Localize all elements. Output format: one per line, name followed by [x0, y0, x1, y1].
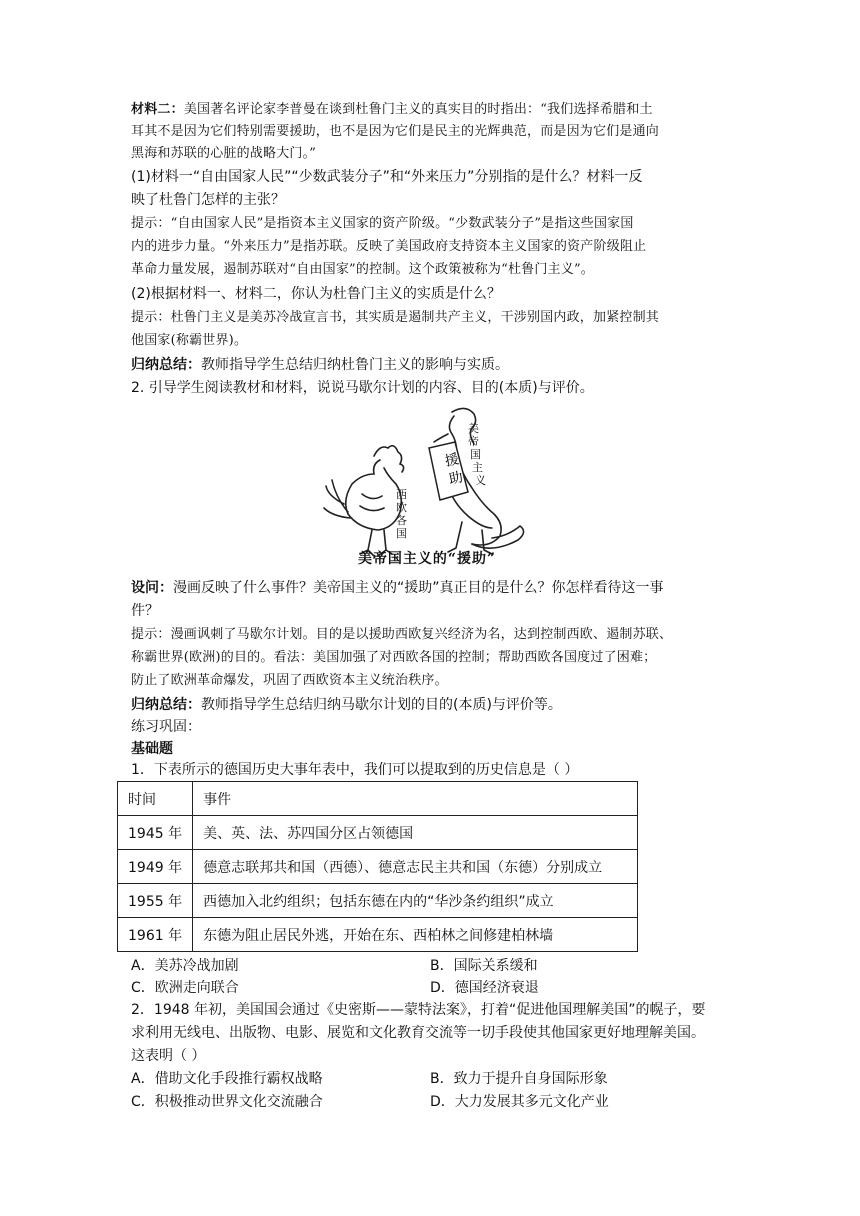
table-header-event: 事件	[193, 782, 638, 816]
rooster-label	[396, 488, 407, 540]
svg-text:美: 美	[468, 422, 479, 435]
table-row	[118, 850, 638, 884]
step2-text: 2. 引导学生阅读教材和材料，说说马歇尔计划的内容、目的(本质)与评价。	[131, 380, 594, 396]
table-row	[118, 884, 638, 918]
table-cell-event: 东德为阻止居民外逃，开始在东、西柏林之间修建柏林墙	[193, 918, 638, 952]
table-row	[118, 816, 638, 850]
summary2	[131, 695, 731, 715]
exercise2-option-a: A．借助文化手段推行霸权战略	[131, 1071, 323, 1087]
summary2-text: 教师指导学生总结归纳马歇尔计划的目的(本质)与评价等。	[201, 697, 562, 713]
weasel-label	[468, 422, 486, 487]
question-line-1	[131, 578, 731, 598]
rooster-drawing	[324, 446, 404, 556]
material2-line-3: 黑海和苏联的心脏的战略大门。”	[131, 146, 317, 161]
exercise1-option-d: D．德国经济衰退	[430, 980, 539, 996]
svg-text:西: 西	[396, 488, 407, 501]
aid-sign-char-2: 助	[447, 469, 465, 488]
exercise2-option-c: C．积极推动世界文化交流融合	[131, 1094, 323, 1110]
cartoon-caption: 美帝国主义的“援助”	[357, 551, 497, 567]
table-cell-event: 德意志联邦共和国（西德）、德意志民主共和国（东德）分别成立	[193, 850, 638, 884]
exercise1-option-a: A．美苏冷战加剧	[131, 958, 239, 974]
table-row	[118, 918, 638, 952]
question1-line-2: 映了杜鲁门怎样的主张？	[131, 192, 285, 208]
svg-text:各: 各	[396, 514, 407, 527]
question-text-1: 漫画反映了什么事件？美帝国主义的“援助”真正目的是什么？你怎样看待这一事	[173, 580, 664, 596]
question1-hint-3: 革命力量发展，遏制苏联对“自由国家”的控制。这个政策被称为“杜鲁门主义”。	[131, 262, 594, 277]
svg-text:国: 国	[396, 527, 407, 540]
table-cell-year: 1945 年	[118, 816, 193, 850]
question2-hint-1: 提示：杜鲁门主义是美苏冷战宣言书，其实质是遏制共产主义，干涉别国内政，加紧控制其	[131, 310, 660, 325]
basic-heading: 基础题	[131, 741, 173, 757]
question2-line: (2)根据材料一、材料二，你认为杜鲁门主义的实质是什么？	[131, 286, 501, 302]
aid-sign-char-1: 援	[443, 451, 461, 470]
exercise2-option-b: B．致力于提升自身国际形象	[430, 1071, 608, 1087]
table-header-row	[118, 782, 638, 816]
exercise1-option-c: C．欧洲走向联合	[131, 980, 239, 996]
material2-label: 材料二：	[131, 102, 184, 117]
material2-line-2: 耳其不是因为它们特别需要援助，也不是因为它们是民主的光辉典范，而是因为它们是通向	[131, 124, 660, 139]
material2-text-1: 美国著名评论家李普曼在谈到杜鲁门主义的真实目的时指出：“我们选择希腊和土	[183, 102, 653, 117]
question1-hint-2: 内的进步力量。“外来压力”是指苏联。反映了美国政府支持资本主义国家的资产阶级阻止	[131, 239, 647, 254]
exercise2-stem-1: 2．1948 年初，美国国会通过《史密斯——蒙特法案》，打着“促进他国理解美国”的幌子，要	[131, 1002, 706, 1018]
cartoon-hint-3: 防止了欧洲革命爆发，巩固了西欧资本主义统治秩序。	[131, 673, 448, 688]
table-cell-event: 美、英、法、苏四国分区占领德国	[193, 816, 638, 850]
question-line-2: 件？	[131, 603, 159, 619]
exercise1-stem: 1．下表所示的德国历史大事年表中，我们可以提取到的历史信息是（ ）	[131, 762, 579, 778]
summary1-text: 教师指导学生总结归纳杜鲁门主义的影响与实质。	[201, 357, 509, 373]
svg-text:欧: 欧	[396, 501, 407, 514]
svg-text:帝: 帝	[468, 435, 479, 448]
table-cell-year: 1961 年	[118, 918, 193, 952]
table-header-time: 时间	[118, 782, 193, 816]
summary1-label: 归纳总结：	[131, 357, 201, 373]
question1-line-1: (1)材料一“自由国家人民”“少数武装分子”和“外来压力”分别指的是什么？材料一反	[131, 169, 643, 185]
cartoon-hint-2: 称霸世界(欧洲)的目的。看法：美国加强了对西欧各国的控制；帮助西欧各国度过了困难；	[131, 650, 657, 665]
exercise2-option-d: D．大力发展其多元文化产业	[430, 1094, 609, 1110]
material2-line-1	[131, 100, 731, 120]
question-label: 设问：	[131, 580, 173, 596]
exercise1-option-b: B．国际关系缓和	[430, 958, 538, 974]
exercise2-stem-3: 这表明（ ）	[131, 1048, 206, 1064]
exercise2-stem-2: 求利用无线电、出版物、电影、展览和文化教育交流等一切手段使其他国家更好地理解美国。	[131, 1025, 705, 1041]
cartoon-illustration	[322, 404, 532, 568]
table-cell-year: 1949 年	[118, 850, 193, 884]
germany-timeline-table	[117, 781, 638, 952]
cartoon-hint-1: 提示：漫画讽刺了马歇尔计划。目的是以援助西欧复兴经济为名，达到控制西欧、遏制苏联、	[131, 627, 673, 642]
practice-heading: 练习巩固：	[131, 719, 201, 735]
summary1	[131, 355, 731, 375]
table-cell-event: 西德加入北约组织；包括东德在内的“华沙条约组织”成立	[193, 884, 638, 918]
aid-sign	[429, 442, 468, 500]
question2-hint-2: 他国家(称霸世界)。	[131, 333, 248, 348]
svg-text:国: 国	[470, 448, 481, 461]
question1-hint-1: 提示：“自由国家人民”是指资本主义国家的资产阶级。“少数武装分子”是指这些国家国	[131, 216, 634, 231]
table-cell-year: 1955 年	[118, 884, 193, 918]
summary2-label: 归纳总结：	[131, 697, 201, 713]
svg-text:义: 义	[475, 474, 486, 487]
svg-text:主: 主	[472, 461, 483, 474]
